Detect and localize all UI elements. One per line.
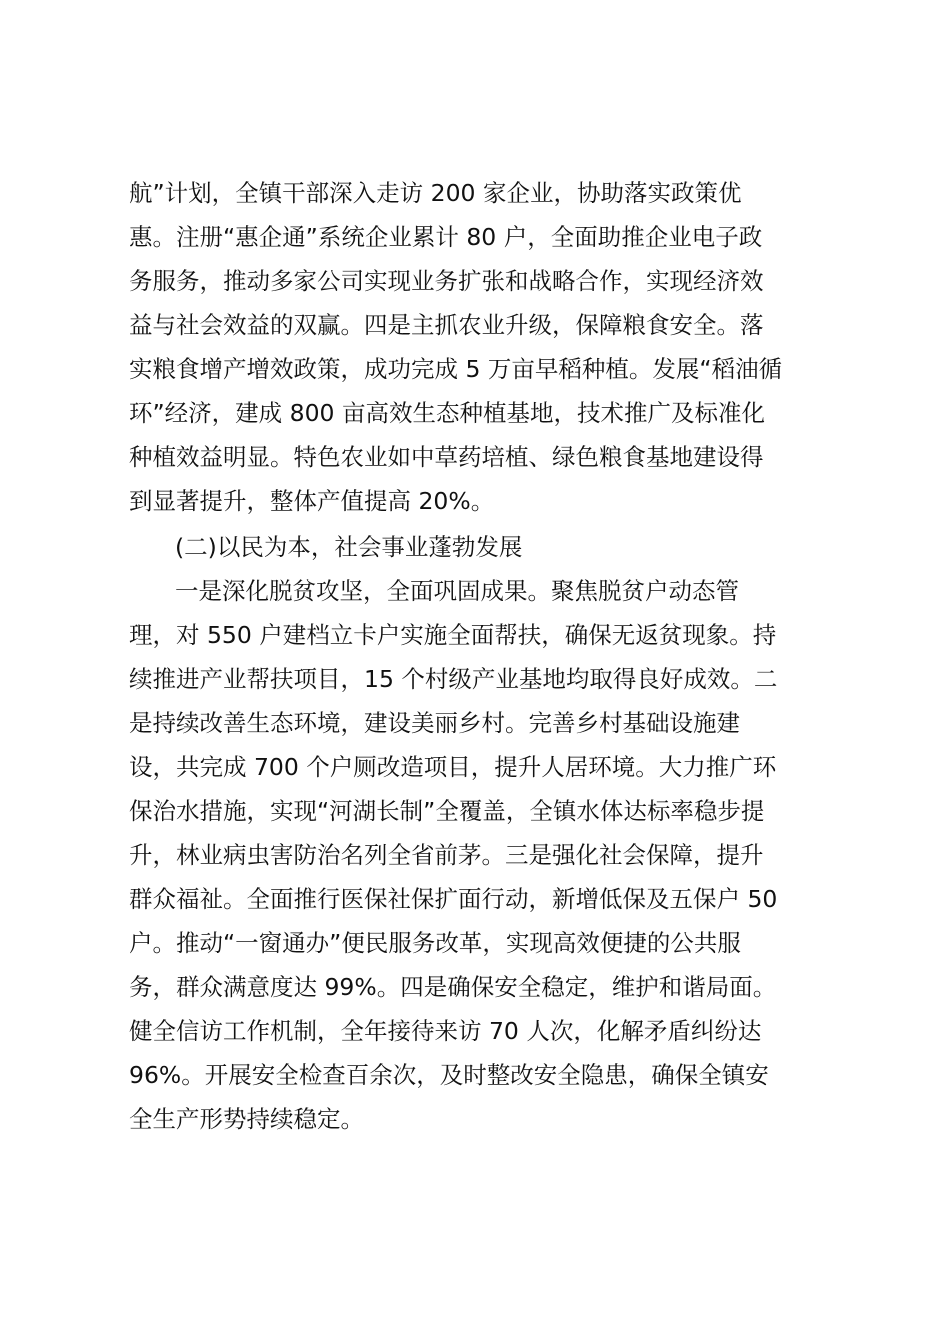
- paragraph-line: 实粮食增产增效政策，成功完成 5 万亩早稻种植。发展“稻油循: [129, 355, 783, 383]
- paragraph-line: 务，群众满意度达 99%。四是确保安全稳定，维护和谐局面。: [129, 973, 777, 1001]
- paragraph-line: 一是深化脱贫攻坚，全面巩固成果。聚焦脱贫户动态管: [175, 577, 739, 605]
- paragraph-line: 群众福祉。全面推行医保社保扩面行动，新增低保及五保户 50: [129, 885, 778, 913]
- paragraph-line: 航”计划，全镇干部深入走访 200 家企业，协助落实政策优: [129, 179, 742, 207]
- paragraph-line: 务服务，推动多家公司实现业务扩张和战略合作，实现经济效: [129, 267, 764, 295]
- paragraph-line: 健全信访工作机制，全年接待来访 70 人次，化解矛盾纠纷达: [129, 1017, 762, 1045]
- paragraph-line: 益与社会效益的双赢。四是主抓农业升级，保障粮食安全。落: [129, 311, 764, 339]
- paragraph-line: 理，对 550 户建档立卡户实施全面帮扶，确保无返贫现象。持: [129, 621, 777, 649]
- paragraph-line: 户。推动“一窗通办”便民服务改革，实现高效便捷的公共服: [129, 929, 741, 957]
- paragraph-line: 设，共完成 700 个户厕改造项目，提升人居环境。大力推广环: [129, 753, 777, 781]
- section-heading: (二)以民为本，社会事业蓬勃发展: [175, 533, 523, 561]
- paragraph-line: 升，林业病虫害防治名列全省前茅。三是强化社会保障，提升: [129, 841, 764, 869]
- paragraph-line: 全生产形势持续稳定。: [129, 1105, 364, 1133]
- paragraph-line: 96%。开展安全检查百余次，及时整改安全隐患，确保全镇安: [129, 1061, 769, 1089]
- paragraph-line: 保治水措施，实现“河湖长制”全覆盖，全镇水体达标率稳步提: [129, 797, 765, 825]
- paragraph-line: 是持续改善生态环境，建设美丽乡村。完善乡村基础设施建: [129, 709, 740, 737]
- paragraph-line: 种植效益明显。特色农业如中草药培植、绿色粮食基地建设得: [129, 443, 764, 471]
- paragraph-line: 环”经济，建成 800 亩高效生态种植基地，技术推广及标准化: [129, 399, 765, 427]
- paragraph-line: 到显著提升，整体产值提高 20%。: [129, 487, 495, 515]
- paragraph-line: 续推进产业帮扶项目，15 个村级产业基地均取得良好成效。二: [129, 665, 778, 693]
- paragraph-line: 惠。注册“惠企通”系统企业累计 80 户，全面助推企业电子政: [129, 223, 763, 251]
